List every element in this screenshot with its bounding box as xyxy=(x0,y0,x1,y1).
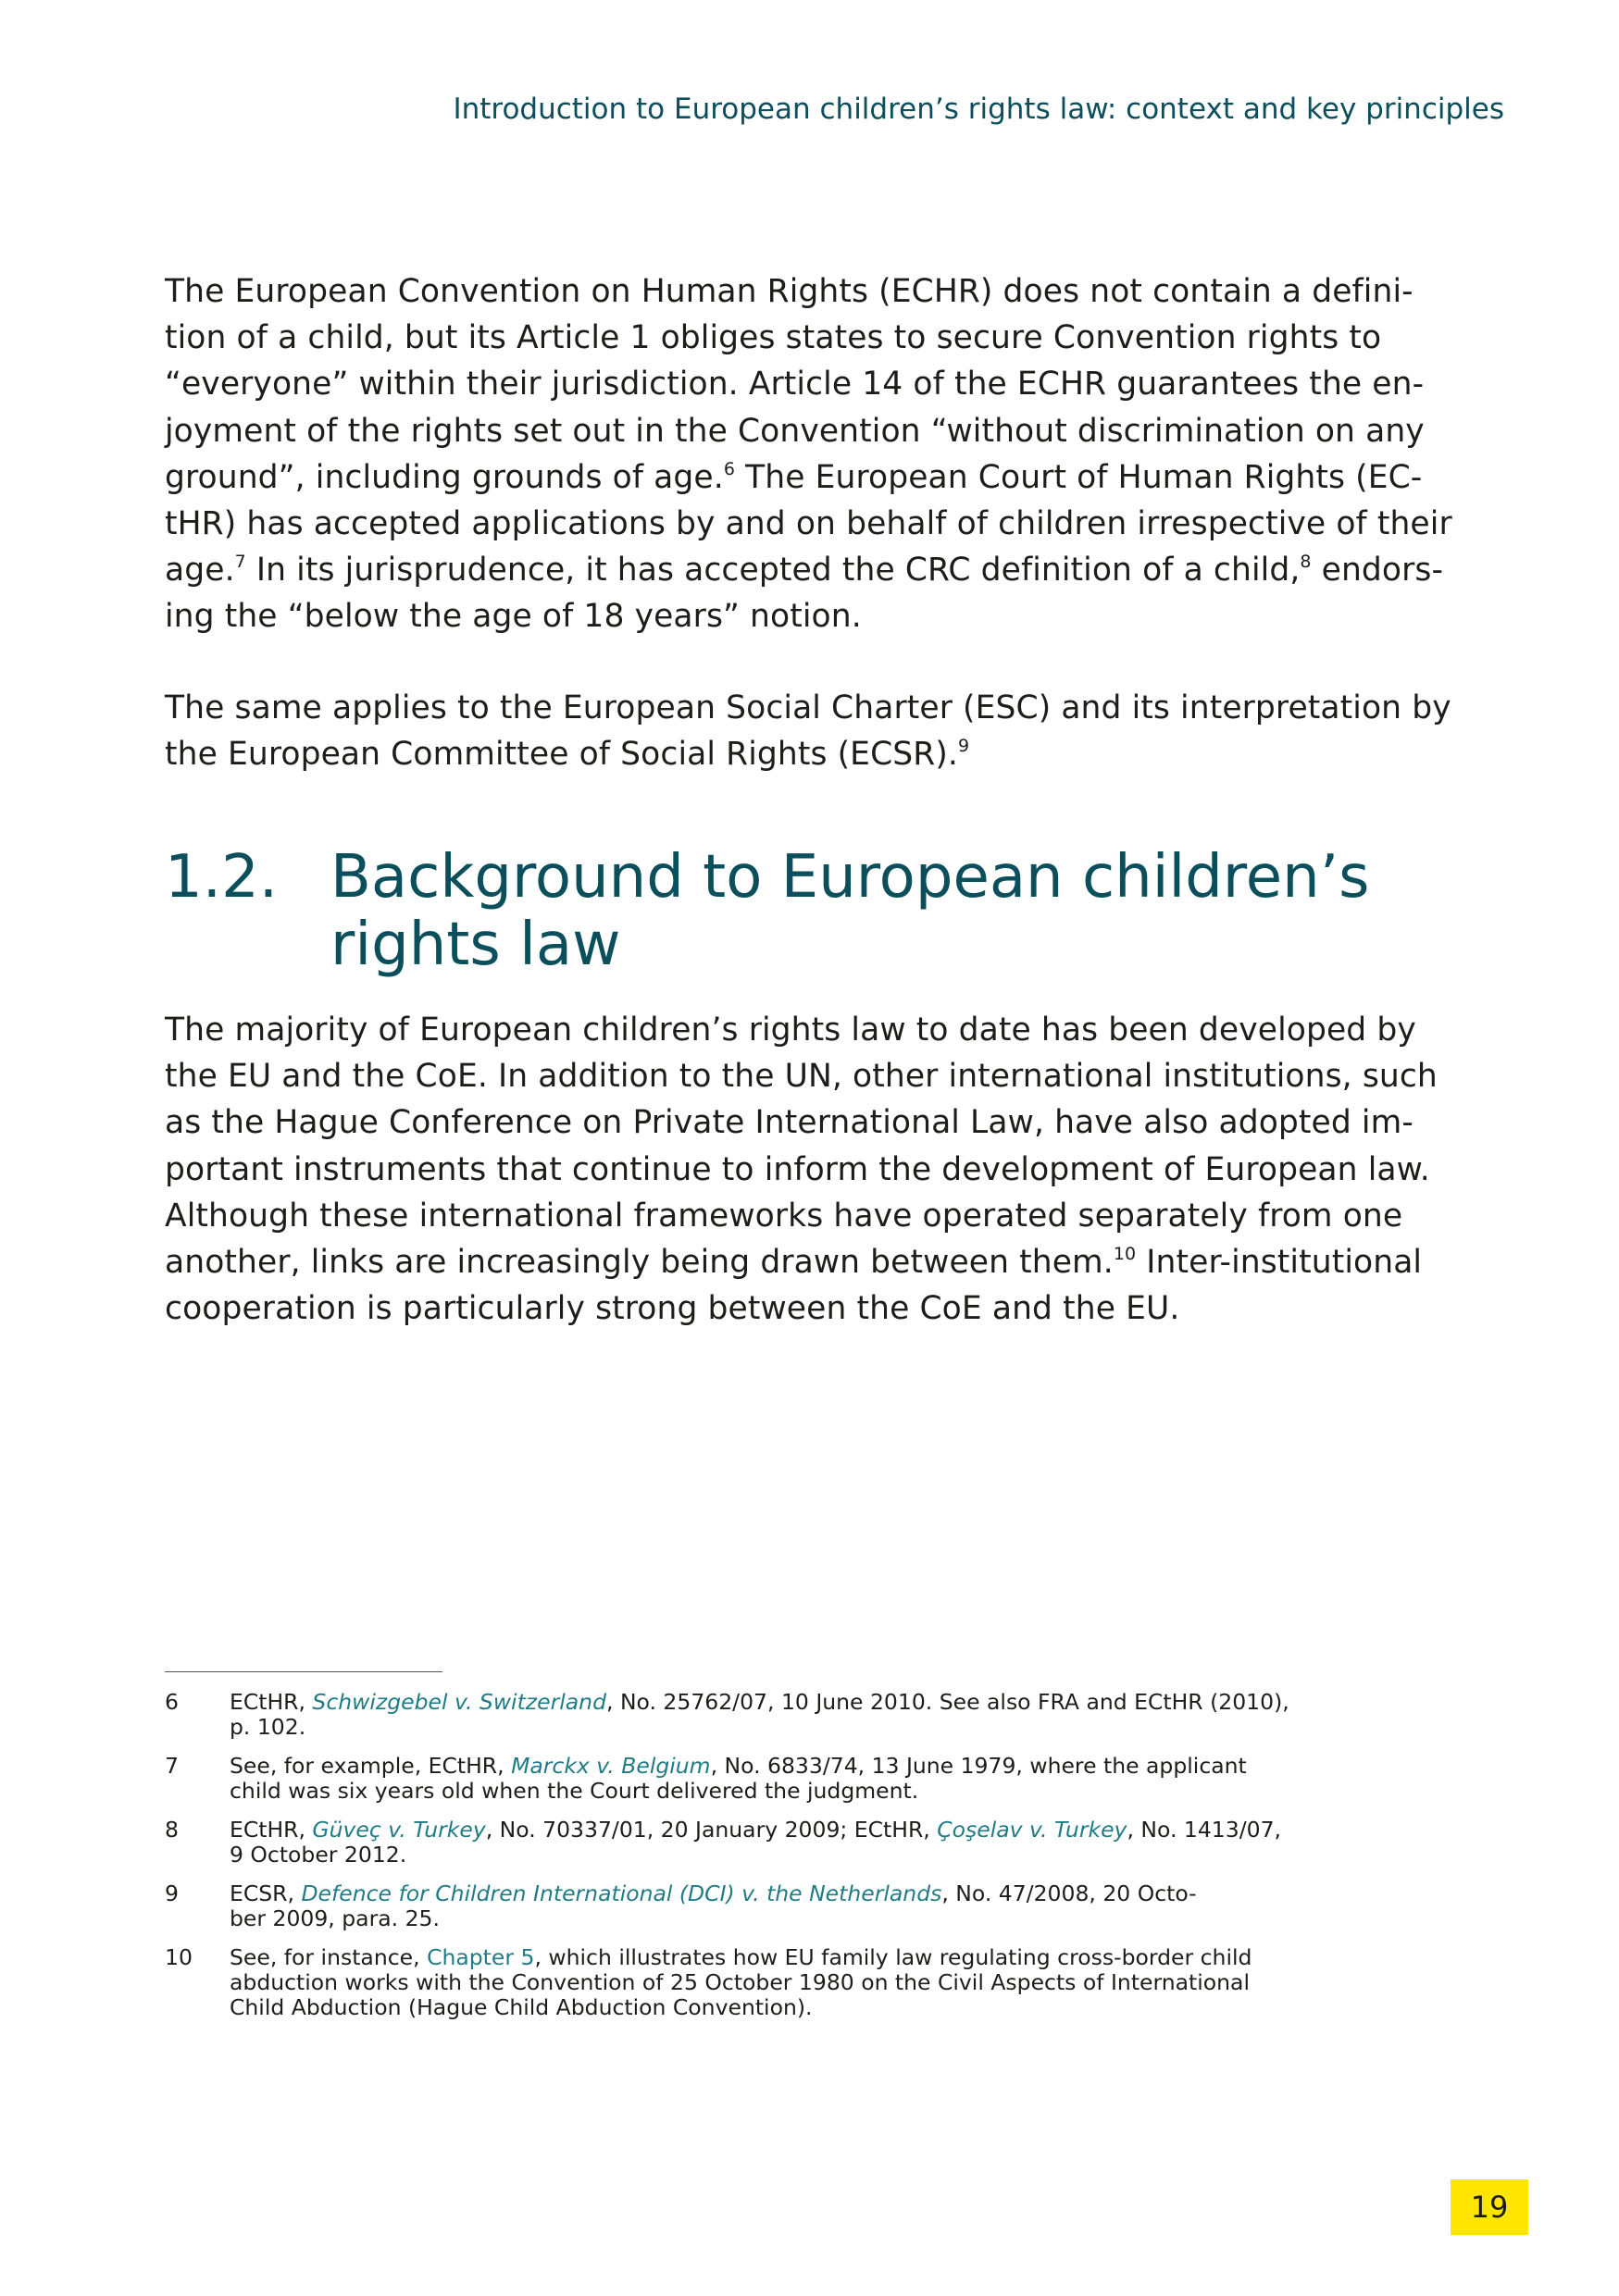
text-run: , No. 6833/74, 13 June 1979, where the applicant xyxy=(710,1753,1247,1779)
footnote-number: 10 xyxy=(165,1944,193,1970)
text-line: 9 October 2012. xyxy=(230,1842,407,1868)
text-line xyxy=(230,1945,1405,1970)
text-line xyxy=(165,454,1423,501)
text-line xyxy=(165,547,1444,593)
footnote-8 xyxy=(165,1818,1405,1868)
text-run: ground”, including grounds of age. xyxy=(165,458,724,496)
footnote-9 xyxy=(165,1881,1405,1931)
text-line: portant instruments that continue to inform the development of European law. xyxy=(165,1150,1430,1188)
case-link[interactable]: Marckx v. Belgium xyxy=(511,1753,711,1779)
case-link[interactable]: Defence for Children International (DCI) v. the Netherlands xyxy=(301,1880,942,1906)
footnote-ref-8[interactable]: 8 xyxy=(1300,552,1312,572)
running-header: Introduction to European children’s rights law: context and key principles xyxy=(453,93,1504,126)
section-number: 1.2. xyxy=(165,843,279,912)
text-run: In its jurisprudence, it has accepted the CRC definition of a child, xyxy=(245,552,1301,590)
text-run: Inter-institutional xyxy=(1136,1244,1423,1282)
text-line xyxy=(230,1754,1405,1779)
text-run: ECtHR, xyxy=(230,1817,313,1843)
text-line: joyment of the rights set out in the Convention “without discrimination on any xyxy=(165,412,1425,450)
footnote-ref-9[interactable]: 9 xyxy=(957,735,970,756)
text-run: The European Court of Human Rights (EC- xyxy=(735,458,1423,496)
text-line: cooperation is particularly strong between the CoE and the EU. xyxy=(165,1290,1180,1328)
footnote-ref-6[interactable]: 6 xyxy=(723,458,735,479)
text-run: , No. 25762/07, 10 June 2010. See also FRA and ECtHR (2010), xyxy=(606,1689,1289,1715)
text-run: ECSR, xyxy=(230,1880,302,1906)
text-line: child was six years old when the Court delivered the judgment. xyxy=(230,1778,919,1804)
page-number-badge: 19 xyxy=(1451,2179,1528,2235)
text-line: ber 2009, para. 25. xyxy=(230,1905,440,1931)
text-run: See, for instance, xyxy=(230,1944,428,1970)
footnote-number: 6 xyxy=(165,1689,179,1715)
text-run: ECtHR, xyxy=(230,1689,313,1715)
text-line: as the Hague Conference on Private International Law, have also adopted im- xyxy=(165,1104,1414,1142)
text-run: another, links are increasingly being drawn between them. xyxy=(165,1244,1114,1282)
text-run: , No. 47/2008, 20 Octo- xyxy=(941,1880,1197,1906)
text-line xyxy=(165,1239,1423,1285)
text-line xyxy=(230,1690,1405,1715)
text-line: The same applies to the European Social Charter (ESC) and its interpretation by xyxy=(165,689,1451,726)
text-line: The European Convention on Human Rights (ECHR) does not contain a defini- xyxy=(165,273,1414,310)
paragraph-esc xyxy=(165,685,1451,777)
footnote-ref-10[interactable]: 10 xyxy=(1113,1243,1137,1264)
text-run: See, for example, ECtHR, xyxy=(230,1753,512,1779)
paragraph-background xyxy=(165,1007,1438,1332)
footnote-text xyxy=(230,1690,1405,1740)
text-line xyxy=(230,1818,1405,1843)
section-title xyxy=(330,844,1369,979)
text-line: The majority of European children’s rights law to date has been developed by xyxy=(165,1011,1416,1049)
paragraph-echr-definition xyxy=(165,268,1452,640)
text-line: Although these international frameworks have operated separately from one xyxy=(165,1197,1403,1235)
text-run: , which illustrates how EU family law regulating cross-border child xyxy=(534,1944,1252,1970)
text-line: the EU and the CoE. In addition to the UN, other international institutions, such xyxy=(165,1058,1438,1096)
section-title-line: Background to European children’s xyxy=(330,843,1370,912)
chapter-5-link[interactable]: Chapter 5 xyxy=(427,1944,535,1970)
case-link[interactable]: Schwizgebel v. Switzerland xyxy=(312,1689,606,1715)
text-line xyxy=(230,1881,1405,1906)
text-line: tion of a child, but its Article 1 obliges states to secure Convention rights to xyxy=(165,319,1382,357)
text-run: endors- xyxy=(1311,552,1444,590)
text-line: p. 102. xyxy=(230,1714,306,1740)
section-title-line: rights law xyxy=(330,911,621,979)
footnote-number: 9 xyxy=(165,1880,179,1906)
text-run: , No. 70337/01, 20 January 2009; ECtHR, xyxy=(485,1817,938,1843)
footnotes-list xyxy=(165,1690,1405,2034)
text-run: the European Committee of Social Rights (ECSR). xyxy=(165,736,958,774)
footnote-10 xyxy=(165,1945,1405,2020)
footnote-number: 7 xyxy=(165,1753,179,1779)
text-line: tHR) has accepted applications by and on behalf of children irrespective of their xyxy=(165,505,1452,543)
text-line: abduction works with the Convention of 25 October 1980 on the Civil Aspects of International xyxy=(230,1969,1250,1995)
case-link[interactable]: Çoşelav v. Turkey xyxy=(937,1817,1127,1843)
case-link[interactable]: Güveç v. Turkey xyxy=(312,1817,486,1843)
text-run: , No. 1413/07, xyxy=(1127,1817,1281,1843)
text-line: Child Abduction (Hague Child Abduction Convention). xyxy=(230,1994,813,2020)
text-line xyxy=(165,731,1400,777)
text-run: age. xyxy=(165,552,235,590)
footnote-ref-7[interactable]: 7 xyxy=(234,552,246,572)
footnote-text xyxy=(230,1818,1405,1868)
footnote-text xyxy=(230,1945,1405,2020)
footnote-text xyxy=(230,1754,1405,1804)
footnote-divider xyxy=(165,1671,442,1672)
footnote-number: 8 xyxy=(165,1817,179,1843)
footnote-6 xyxy=(165,1690,1405,1740)
footnote-text xyxy=(230,1881,1405,1931)
text-line: ing the “below the age of 18 years” notion. xyxy=(165,598,862,636)
footnote-7 xyxy=(165,1754,1405,1804)
text-line: “everyone” within their jurisdiction. Article 14 of the ECHR guarantees the en- xyxy=(165,366,1425,403)
